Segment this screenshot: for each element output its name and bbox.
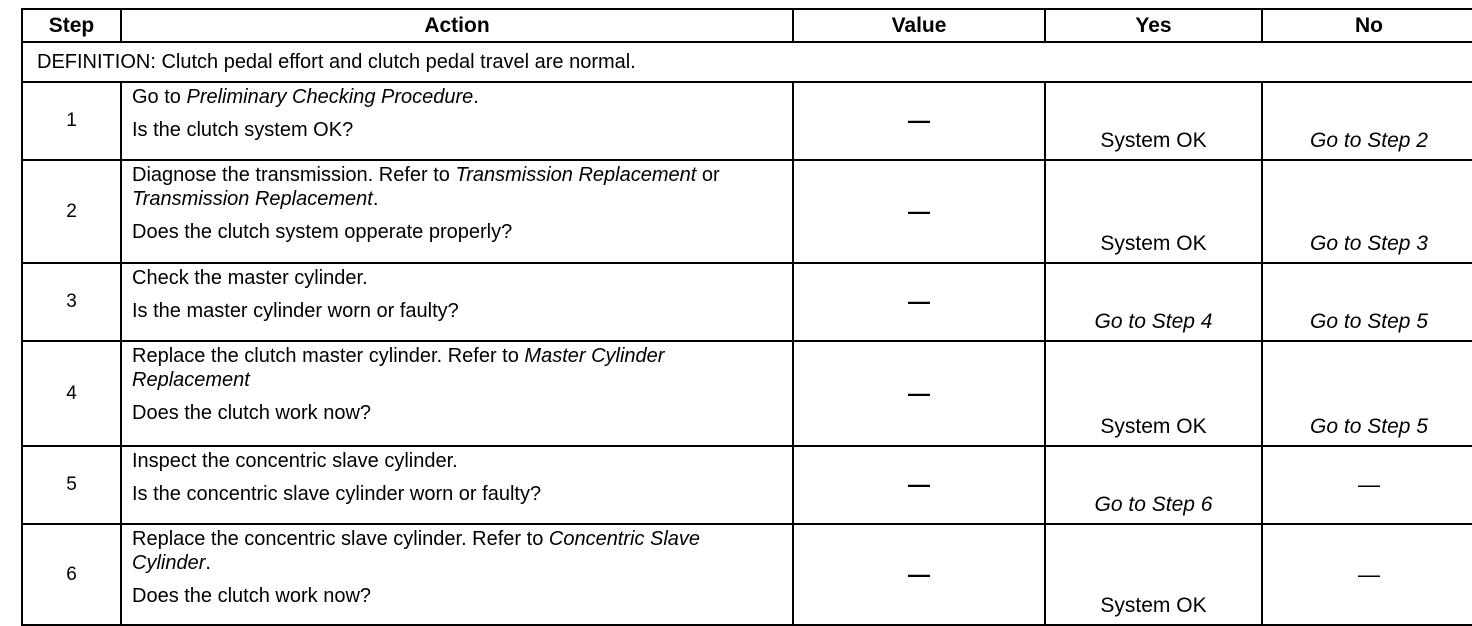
table-row [22, 82, 1472, 160]
action-text: Diagnose the transmission. Refer to [132, 164, 456, 186]
no-result: — [1262, 446, 1472, 524]
action-cell [121, 82, 793, 160]
yes-result: System OK [1045, 82, 1262, 160]
action-cell [121, 263, 793, 341]
action-instruction [132, 449, 782, 473]
action-instruction [132, 527, 782, 575]
action-cell [121, 341, 793, 446]
header-value: Value [793, 9, 1045, 42]
no-result: Go to Step 5 [1262, 263, 1472, 341]
step-number: 4 [22, 341, 121, 446]
header-row [22, 9, 1472, 42]
action-instruction [132, 266, 782, 290]
procedure-reference: Master Cylinder Replacement [132, 345, 665, 391]
action-instruction [132, 344, 782, 392]
header-action: Action [121, 9, 793, 42]
action-text: or [696, 164, 720, 186]
table-row [22, 263, 1472, 341]
no-result: — [1262, 524, 1472, 625]
procedure-reference: Transmission Replacement [132, 188, 373, 210]
action-question: Does the clutch work now? [132, 585, 372, 607]
no-result: Go to Step 2 [1262, 82, 1472, 160]
action-instruction [132, 85, 782, 109]
action-text: Replace the clutch master cylinder. Refer to [132, 345, 525, 367]
procedure-reference: Concentric Slave Cylinder [132, 528, 701, 574]
yes-result: System OK [1045, 341, 1262, 446]
table-row [22, 341, 1472, 446]
yes-result: System OK [1045, 524, 1262, 625]
action-text: . [473, 86, 479, 108]
action-question: Does the clutch system opperate properly? [132, 221, 513, 243]
value-cell: — [793, 263, 1045, 341]
header-yes: Yes [1045, 9, 1262, 42]
action-text: Check the master cylinder. [132, 267, 368, 289]
yes-result: Go to Step 4 [1045, 263, 1262, 341]
diagnostic-table [21, 8, 1472, 626]
definition-text: DEFINITION: Clutch pedal effort and clutch pedal travel are normal. [22, 42, 1472, 82]
no-result: Go to Step 5 [1262, 341, 1472, 446]
step-number: 1 [22, 82, 121, 160]
action-text: Inspect the concentric slave cylinder. [132, 450, 458, 472]
step-number: 2 [22, 160, 121, 263]
header-step: Step [22, 9, 121, 42]
yes-result: System OK [1045, 160, 1262, 263]
action-cell [121, 446, 793, 524]
step-number: 6 [22, 524, 121, 625]
action-question: Is the master cylinder worn or faulty? [132, 300, 459, 322]
action-text: . [372, 188, 379, 210]
value-cell: — [793, 446, 1045, 524]
action-instruction [132, 163, 782, 211]
action-cell [121, 160, 793, 263]
action-question: Does the clutch work now? [132, 402, 372, 424]
value-cell: — [793, 160, 1045, 263]
table-row [22, 160, 1472, 263]
action-text: Go to [132, 86, 187, 108]
action-cell [121, 524, 793, 625]
table-body [22, 42, 1472, 625]
definition-row [22, 42, 1472, 82]
table-row [22, 446, 1472, 524]
step-number: 3 [22, 263, 121, 341]
action-text: Replace the concentric slave cylinder. Refer to [132, 528, 549, 550]
yes-result: Go to Step 6 [1045, 446, 1262, 524]
procedure-reference: Transmission Replacement [455, 164, 697, 186]
no-result: Go to Step 3 [1262, 160, 1472, 263]
action-text: . [205, 552, 211, 574]
value-cell: — [793, 82, 1045, 160]
table-row [22, 524, 1472, 625]
step-number: 5 [22, 446, 121, 524]
action-question: Is the concentric slave cylinder worn or faulty? [132, 483, 542, 505]
procedure-reference: Preliminary Checking Procedure [186, 86, 474, 108]
action-question: Is the clutch system OK? [132, 119, 354, 141]
value-cell: — [793, 341, 1045, 446]
header-no: No [1262, 9, 1472, 42]
value-cell: — [793, 524, 1045, 625]
